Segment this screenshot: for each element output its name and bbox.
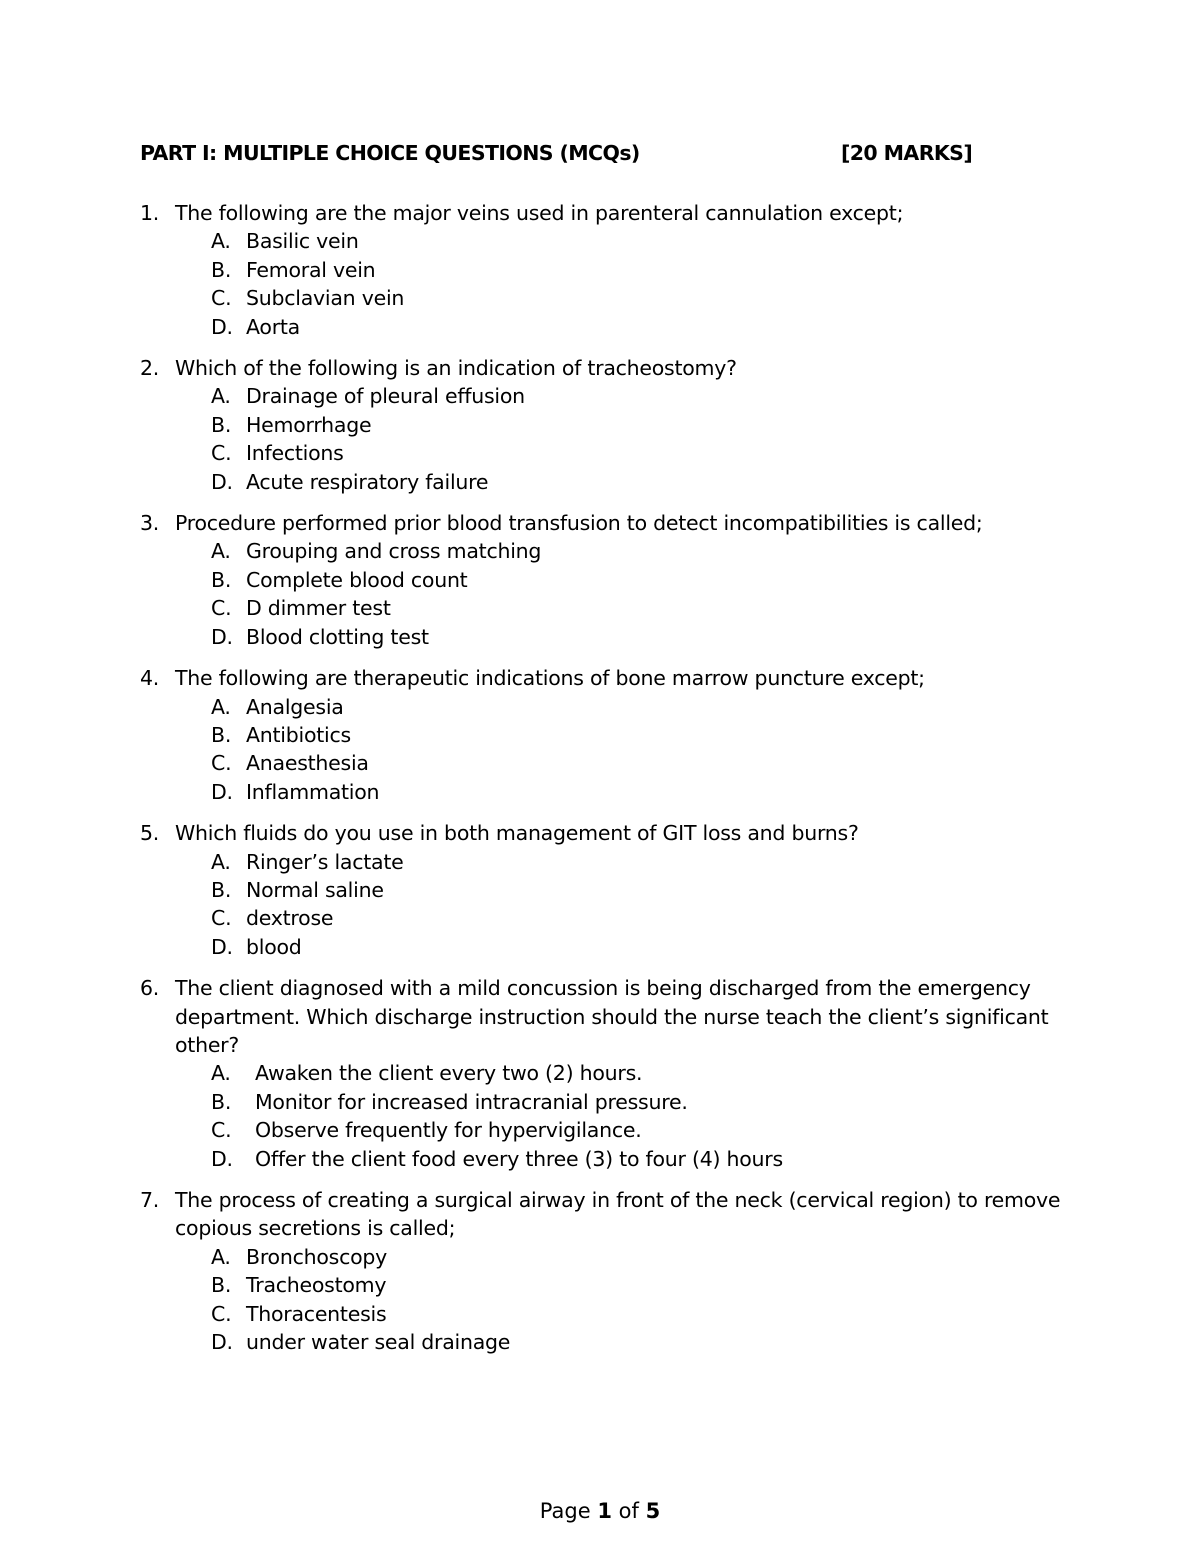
- option-letter: A.: [211, 539, 231, 564]
- question-number: 5.: [140, 821, 160, 846]
- question-text: The client diagnosed with a mild concussion is being discharged from the emergency department. Which discharge instruction should the nurse teach the client’s significant other?: [175, 976, 1049, 1057]
- answer-option: [140, 721, 1080, 749]
- question-text: The following are therapeutic indications of bone marrow puncture except;: [175, 666, 925, 691]
- page-footer: [0, 1499, 1200, 1523]
- answer-option: [140, 594, 1080, 622]
- option-text: Analgesia: [246, 694, 344, 719]
- option-text: Acute respiratory failure: [246, 469, 489, 494]
- question-text: The process of creating a surgical airway in front of the neck (cervical region) to remove copious secretions is called;: [175, 1188, 1061, 1241]
- option-text: Thoracentesis: [246, 1301, 387, 1326]
- answer-option: [140, 256, 1080, 284]
- option-text: Infections: [246, 441, 344, 466]
- option-text: Tracheostomy: [246, 1273, 387, 1298]
- answer-option: [140, 933, 1080, 961]
- option-letter: C.: [211, 596, 232, 621]
- option-text: Ringer’s lactate: [246, 849, 404, 874]
- option-text: Grouping and cross matching: [246, 539, 542, 564]
- answer-option: [140, 1088, 1080, 1116]
- answer-option: [140, 904, 1080, 932]
- option-letter: A.: [211, 384, 231, 409]
- option-letter: D.: [211, 779, 233, 804]
- question-stem: [140, 1186, 1080, 1243]
- section-title: PART I: MULTIPLE CHOICE QUESTIONS (MCQs): [140, 141, 640, 165]
- question-text: Which of the following is an indication of tracheostomy?: [175, 356, 737, 381]
- question-text: Procedure performed prior blood transfusion to detect incompatibilities is called;: [175, 511, 983, 536]
- answer-option: [140, 778, 1080, 806]
- option-letter: B.: [211, 257, 232, 282]
- option-letter: C.: [211, 751, 232, 776]
- option-letter: D.: [211, 1330, 233, 1355]
- answer-option: [140, 1145, 1080, 1173]
- page-label: Page: [539, 1499, 591, 1523]
- question-number: 7.: [140, 1188, 160, 1212]
- question-list: [140, 199, 1080, 1369]
- option-text: Subclavian vein: [246, 286, 405, 311]
- page-total: 5: [645, 1499, 661, 1523]
- option-letter: C.: [211, 906, 232, 931]
- question-stem: [140, 354, 1080, 382]
- question-number: 1.: [140, 201, 160, 225]
- option-text: dextrose: [246, 906, 334, 931]
- option-letter: D.: [211, 624, 233, 649]
- option-text: Normal saline: [246, 877, 384, 902]
- answer-option: [140, 439, 1080, 467]
- answer-option: [140, 313, 1080, 341]
- option-text: D dimmer test: [246, 596, 391, 621]
- answer-option: [140, 749, 1080, 777]
- option-letter: B.: [211, 877, 232, 902]
- answer-option: [140, 284, 1080, 312]
- option-text: Monitor for increased intracranial pressure.: [255, 1089, 688, 1114]
- question-stem: [140, 199, 1080, 227]
- option-text: Awaken the client every two (2) hours.: [255, 1061, 643, 1086]
- answer-option: [140, 693, 1080, 721]
- answer-option: [140, 227, 1080, 255]
- option-letter: C.: [211, 441, 232, 466]
- question-number: 6.: [140, 976, 160, 1001]
- section-header: [140, 141, 973, 165]
- answer-option: [140, 1271, 1080, 1299]
- question-text: The following are the major veins used in parenteral cannulation except;: [175, 201, 904, 225]
- page-of: of: [618, 1499, 639, 1523]
- option-text: Basilic vein: [246, 229, 359, 254]
- option-text: under water seal drainage: [246, 1330, 511, 1355]
- option-text: Anaesthesia: [246, 751, 369, 776]
- option-letter: A.: [211, 694, 231, 719]
- option-text: Hemorrhage: [246, 412, 372, 437]
- question-number: 3.: [140, 511, 160, 536]
- question-item: [140, 199, 1080, 341]
- question-stem: [140, 509, 1080, 537]
- question-stem: [140, 974, 1080, 1059]
- question-number: 4.: [140, 666, 160, 691]
- question-stem: [140, 664, 1080, 692]
- answer-option: [140, 848, 1080, 876]
- option-letter: B.: [211, 722, 232, 747]
- option-letter: C.: [211, 286, 232, 311]
- question-item: [140, 354, 1080, 496]
- option-text: Offer the client food every three (3) to four (4) hours: [255, 1146, 783, 1171]
- question-item: [140, 974, 1080, 1173]
- option-letter: D.: [211, 934, 233, 959]
- option-text: Bronchoscopy: [246, 1244, 388, 1269]
- option-letter: A.: [211, 1061, 231, 1086]
- option-letter: B.: [211, 1273, 232, 1298]
- option-text: Blood clotting test: [246, 624, 429, 649]
- option-letter: C.: [211, 1301, 232, 1326]
- option-letter: B.: [211, 567, 232, 592]
- question-item: [140, 1186, 1080, 1356]
- answer-option: [140, 876, 1080, 904]
- option-letter: C.: [211, 1118, 232, 1143]
- option-letter: D.: [211, 314, 233, 339]
- answer-option: [140, 1243, 1080, 1271]
- answer-option: [140, 382, 1080, 410]
- answer-option: [140, 1116, 1080, 1144]
- option-text: blood: [246, 934, 302, 959]
- option-letter: A.: [211, 849, 231, 874]
- option-letter: D.: [211, 1146, 233, 1171]
- question-item: [140, 509, 1080, 651]
- answer-option: [140, 566, 1080, 594]
- page-current: 1: [597, 1499, 612, 1523]
- option-letter: A.: [211, 229, 231, 254]
- option-letter: D.: [211, 469, 233, 494]
- answer-option: [140, 623, 1080, 651]
- option-letter: A.: [211, 1244, 231, 1269]
- option-text: Complete blood count: [246, 567, 468, 592]
- answer-option: [140, 537, 1080, 565]
- option-letter: B.: [211, 412, 232, 437]
- option-letter: B.: [211, 1089, 232, 1114]
- question-stem: [140, 819, 1080, 847]
- answer-option: [140, 1300, 1080, 1328]
- option-text: Inflammation: [246, 779, 380, 804]
- option-text: Aorta: [246, 314, 300, 339]
- answer-option: [140, 411, 1080, 439]
- question-text: Which fluids do you use in both management of GIT loss and burns?: [175, 821, 859, 846]
- option-text: Drainage of pleural effusion: [246, 384, 525, 409]
- question-number: 2.: [140, 356, 160, 381]
- question-item: [140, 819, 1080, 961]
- option-text: Antibiotics: [246, 722, 351, 747]
- answer-option: [140, 468, 1080, 496]
- question-item: [140, 664, 1080, 806]
- answer-option: [140, 1059, 1080, 1087]
- option-text: Observe frequently for hypervigilance.: [255, 1118, 642, 1143]
- answer-option: [140, 1328, 1080, 1356]
- option-text: Femoral vein: [246, 257, 376, 282]
- section-marks: [20 MARKS]: [841, 141, 973, 165]
